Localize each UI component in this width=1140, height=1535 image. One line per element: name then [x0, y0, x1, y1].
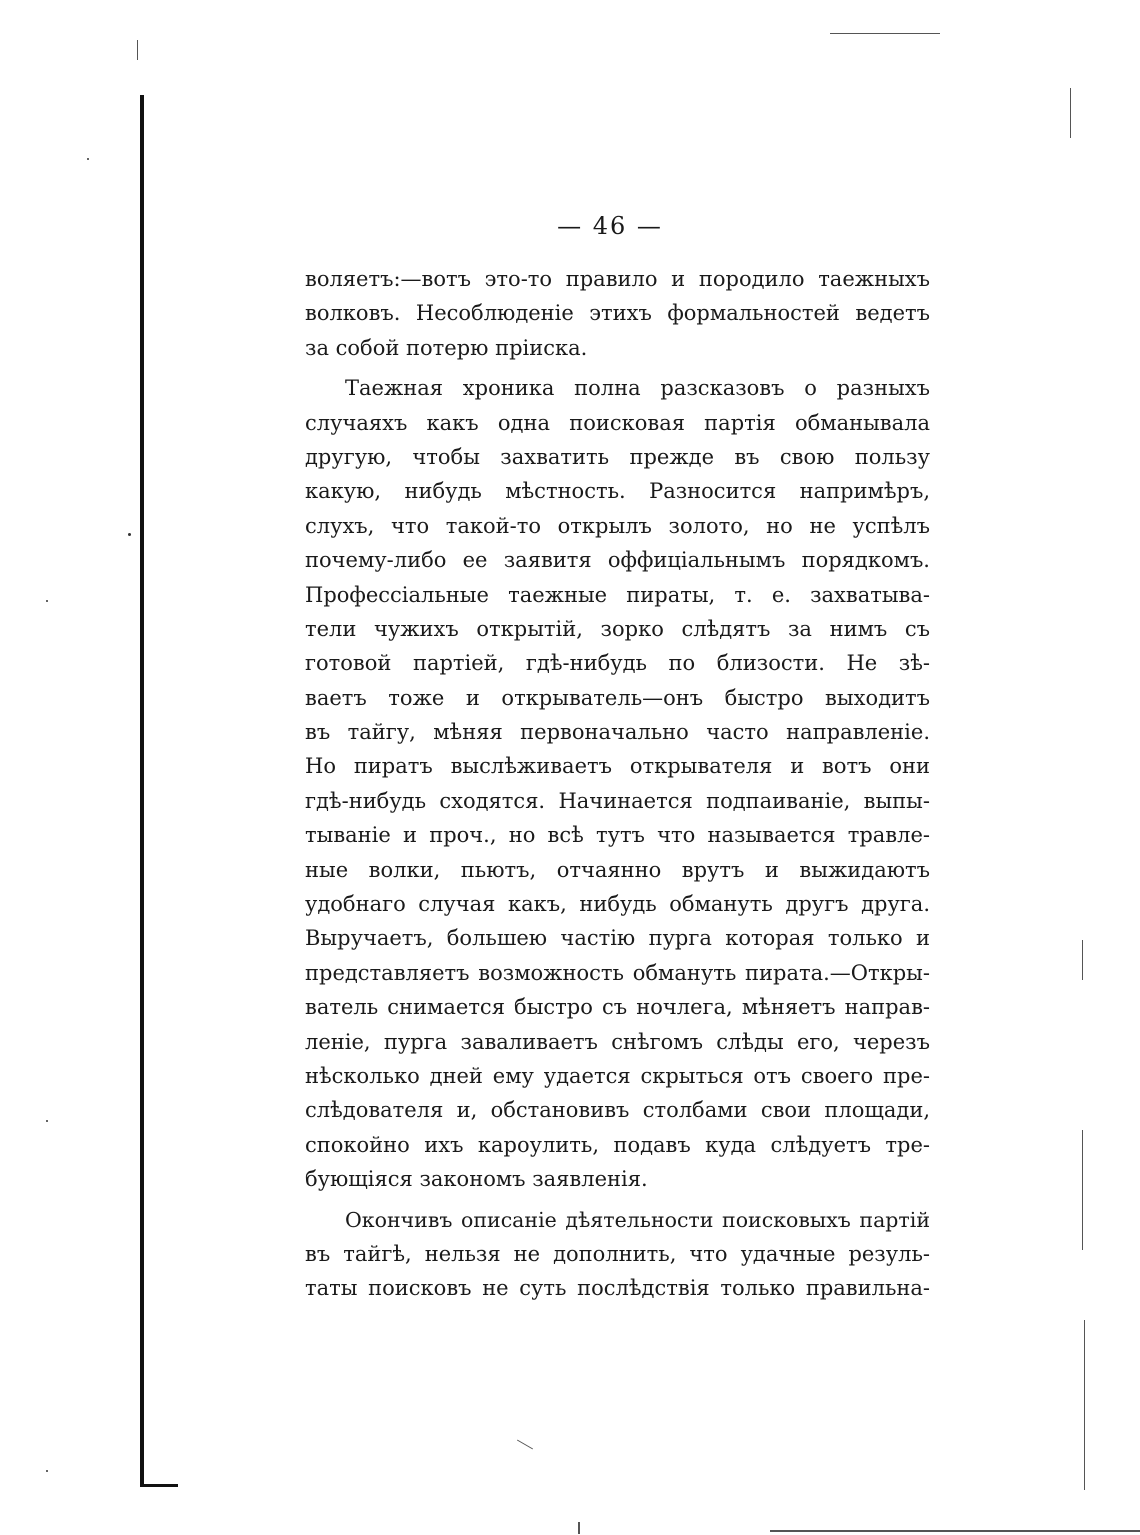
- text-line: леніе, пурга заваливаетъ снѣгомъ слѣды его, черезъ: [305, 1029, 930, 1054]
- text-line: Профессіальные таежные пираты, т. е. захватыва-: [305, 582, 930, 607]
- text-line: спокойно ихъ кароулить, подавъ куда слѣдуетъ тре-: [305, 1132, 930, 1157]
- text-line: нѣсколько дней ему удается скрыться отъ своего пре-: [305, 1063, 930, 1088]
- scan-mark-right-edge-4: [1084, 1320, 1085, 1490]
- text-line: Но пиратъ выслѣживаетъ открывателя и вотъ они: [305, 754, 930, 779]
- speck: [46, 600, 48, 602]
- text-line: представляетъ возможность обмануть пирата.—Откры-: [305, 960, 930, 985]
- text-line: ватель снимается быстро съ ночлега, мѣняетъ направ-: [305, 995, 930, 1020]
- text-line: таты поисковъ не суть послѣдствія только правильна-: [305, 1276, 930, 1301]
- scan-mark-bottom: [770, 1530, 1140, 1532]
- text-line: гдѣ-нибудь сходятся. Начинается подпаиваніе, выпы-: [305, 788, 930, 813]
- paragraph-3: [305, 1203, 930, 1306]
- scan-mark-bottom-tick: [578, 1522, 580, 1534]
- text-line: Таежная хроника полна разсказовъ о разныхъ: [345, 376, 930, 401]
- speck: [128, 533, 131, 536]
- text-line: случаяхъ какъ одна поисковая партія обманывала: [305, 410, 930, 435]
- scan-mark-right-edge-3: [1082, 1130, 1083, 1250]
- text-line: тываніе и проч., но всѣ тутъ что называется травле-: [305, 823, 930, 848]
- speck: [87, 158, 89, 160]
- text-line: слѣдователя и, обстановивъ столбами свои площади,: [305, 1098, 930, 1123]
- page-number: — 46 —: [557, 212, 663, 240]
- paragraph-1: [305, 262, 930, 365]
- text-line: тели чужихъ открытій, зорко слѣдятъ за нимъ съ: [305, 616, 930, 641]
- text-line: волковъ. Несоблюденіе этихъ формальностей ведетъ: [305, 301, 930, 326]
- scan-mark-top-right: [830, 33, 940, 34]
- text-line: въ тайгу, мѣняя первоначально часто направленіе.: [305, 720, 930, 745]
- text-line: готовой партіей, гдѣ-нибудь по близости. Не зѣ-: [305, 651, 930, 676]
- text-line: другую, чтобы захватить прежде въ свою пользу: [305, 444, 930, 469]
- text-line: Выручаетъ, большею частію пурга которая только и: [305, 926, 930, 951]
- text-line: Окончивъ описаніе дѣятельности поисковыхъ партій: [345, 1207, 930, 1232]
- binding-edge-foot: [140, 1484, 178, 1487]
- scan-mark-right-edge: [1070, 88, 1071, 138]
- paragraph-2: [305, 371, 930, 1196]
- text-line: почему-либо ее заявитя оффиціальнымъ порядкомъ.: [305, 548, 930, 573]
- text-line: бующіяся закономъ заявленія.: [305, 1167, 648, 1192]
- speck: [46, 1470, 48, 1472]
- text-line: ные волки, пьютъ, отчаянно врутъ и выжидаютъ: [305, 857, 930, 882]
- text-line: удобнаго случая какъ, нибудь обмануть другъ друга.: [305, 892, 930, 917]
- text-line: ваетъ тоже и открыватель—онъ быстро выходитъ: [305, 685, 930, 710]
- scan-mark-right-edge-2: [1082, 940, 1083, 980]
- body-text: [305, 262, 930, 1306]
- text-line: какую, нибудь мѣстность. Разносится напримѣръ,: [305, 479, 930, 504]
- text-line: въ тайгѣ, нельзя не дополнить, что удачные резуль-: [305, 1241, 930, 1266]
- text-line: воляетъ:—вотъ это-то правило и породило таежныхъ: [305, 267, 930, 291]
- scan-mark-left-top: [137, 40, 138, 60]
- speck: [46, 1120, 48, 1122]
- binding-edge-line: [140, 95, 144, 1485]
- text-line: за собой потерю пріиска.: [305, 335, 588, 360]
- text-line: слухъ, что такой-то открылъ золото, но не успѣлъ: [305, 513, 930, 538]
- scan-mark-bottom-center: [517, 1440, 533, 1450]
